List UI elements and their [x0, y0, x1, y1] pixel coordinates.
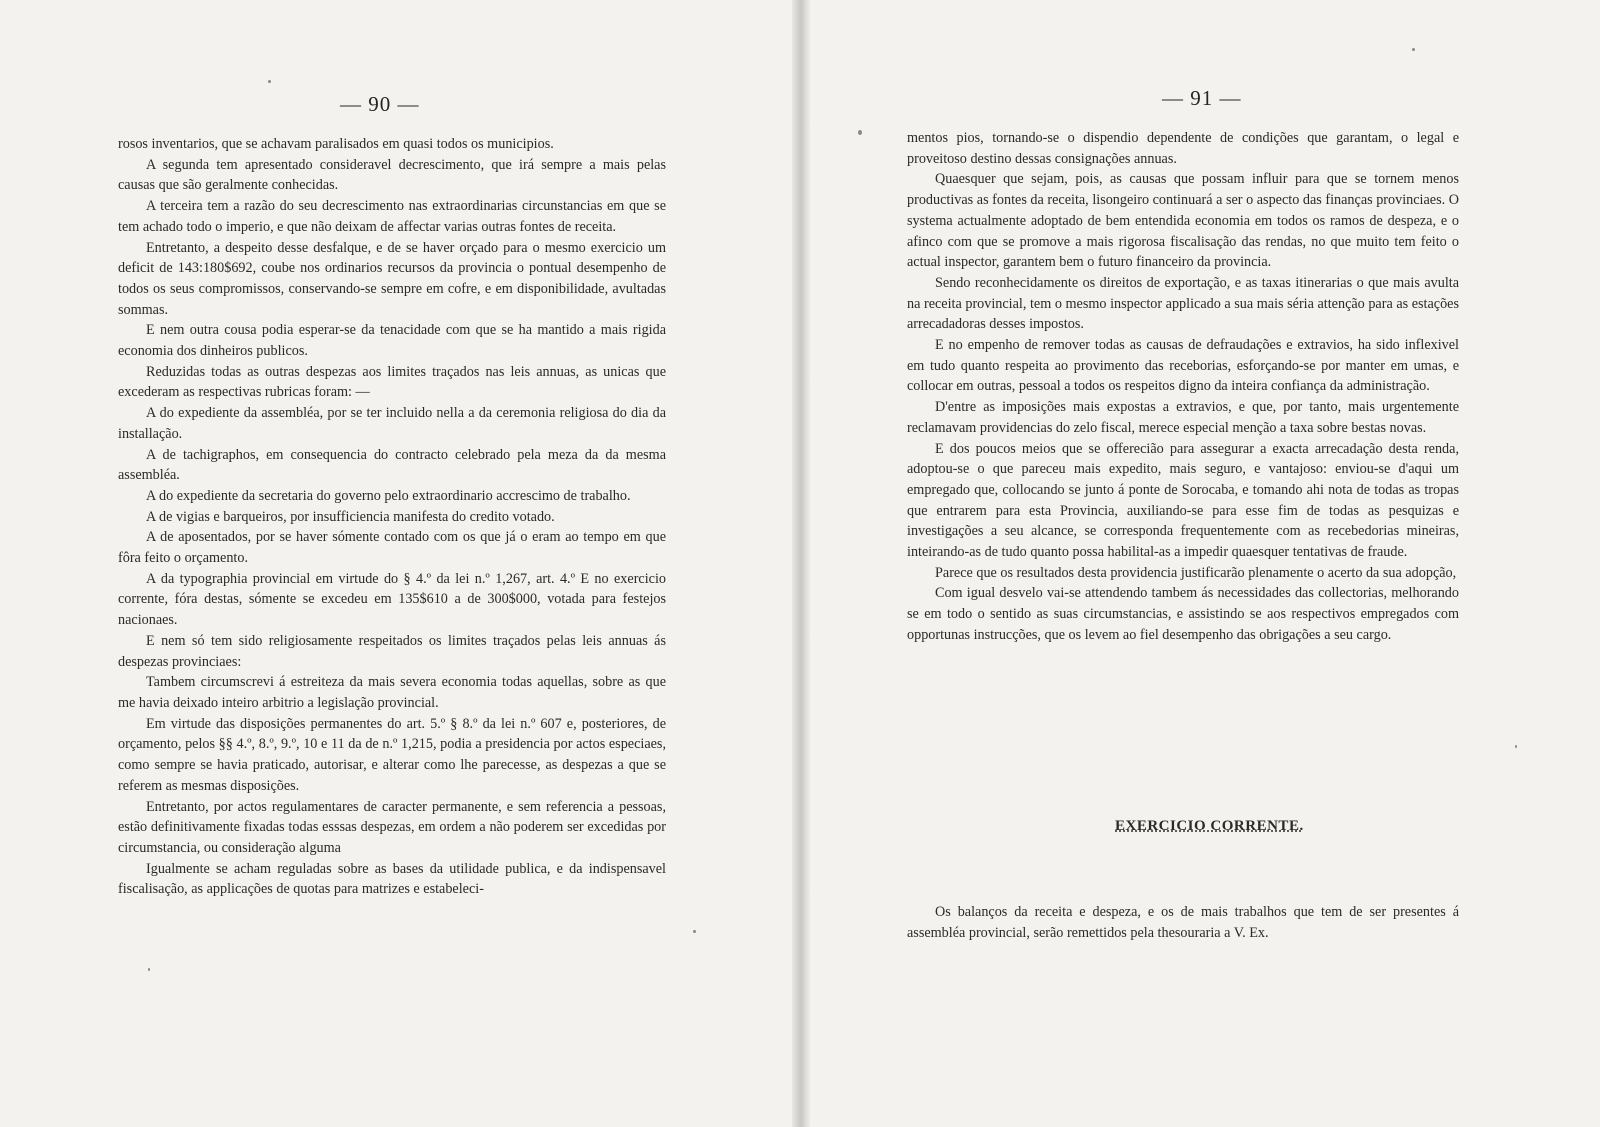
- section-title: EXERCICIO CORRENTE.: [1115, 818, 1304, 834]
- book-gutter: [792, 0, 810, 1127]
- paragraph: A de tachigraphos, em consequencia do contracto celebrado pela meza da da mesma assembléa.: [118, 446, 666, 484]
- paragraph: Igualmente se acham reguladas sobre as bases da utilidade publica, e da indispensavel fiscalisação, as applicações de quotas para matrizes e estabeleci-: [118, 860, 666, 898]
- body-text: [118, 134, 666, 900]
- paragraph: E no empenho de remover todas as causas de defraudações e extravios, ha sido inflexivel em tudo quanto respeita ao provimento das receborias, esforçando-se por manter em umas, e collocar em outras, pessoal a todos os respeitos digno da inteira confiança da administração.: [907, 337, 1459, 395]
- paragraph: Com igual desvelo vai-se attendendo tambem ás necessidades das collectorias, melhorando se em todo o sentido as suas circumstancias, e assistindo se aos respectivos empregados com opportunas instrucções, que os levem ao fiel desempenho das obrigações a seu cargo.: [907, 585, 1459, 643]
- paragraph: A terceira tem a razão do seu decrescimento nas extraordinarias circunstancias em que se tem achado todo o imperio, e que não deixam de affectar varias outras fontes de receita.: [118, 198, 666, 235]
- right-page: [810, 0, 1600, 1127]
- paragraph: Entretanto, a despeito desse desfalque, e de se haver orçado para o mesmo exercicio um deficit de 143:180$692, coube nos ordinarios recursos da provincia o pontual desempenho de todos os seus compromissos, conservando-se sempre em cofre, e em disponibilidade, avultadas sommas.: [118, 239, 666, 318]
- paragraph: Reduzidas todas as outras despezas aos limites traçados nas leis annuas, as unicas que excederam as respectivas rubricas foram: —: [118, 363, 666, 401]
- paragraph: D'entre as imposições mais expostas a extravios, e que, por tanto, mais urgentemente reclamavam providencias do zelo fiscal, merece especial menção a taxa sobre bestas novas.: [907, 399, 1459, 436]
- paragraph: E nem outra cousa podia esperar-se da tenacidade com que se ha mantido a mais rigida economia dos dinheiros publicos.: [118, 322, 666, 360]
- paragraph: A segunda tem apresentado consideravel decrescimento, que irá sempre a mais pelas causas que são geralmente conhecidas.: [118, 156, 666, 194]
- closing-text: [907, 902, 1459, 943]
- paper-speck: [268, 80, 271, 83]
- paragraph: Entretanto, por actos regulamentares de caracter permanente, e sem referencia a pessoas, estão definitivamente fixadas todas esssas despezas, em ordem a não poderem ser excedidas por circumstancia, ou consideração alguma: [118, 798, 666, 856]
- paragraph: Sendo reconhecidamente os direitos de exportação, e as taxas itinerarias o que mais avulta na receita provincial, tem o mesmo inspector applicado a sua mais séria attenção para as estações arrecadadoras desses impostos.: [907, 274, 1459, 333]
- paragraph: E dos poucos meios que se offerecião para assegurar a exacta arrecadação desta renda, adoptou-se o que pareceu mais expedito, mais seguro, e vantajoso: enviou-se d'aqui um empregado que, collocando se junto á ponte de Sorocaba, e tomando ahi nota de todas as tropas que entrarem para esta Provincia, auxiliando-se para esse fim de todas as pesquizas e investigações a seu alcance, se corresponda frequentemente com as recebedorias mineiras, inteirando-as de tudo quanto possa habilital-as a impedir quaesquer tentativas de fraude.: [907, 440, 1459, 561]
- paragraph: mentos pios, tornando-se o dispendio dependente de condições que garantam, o legal e proveitoso destino dessas consignações annuas.: [907, 130, 1459, 167]
- paragraph: A do expediente da assembléa, por se ter incluido nella a da ceremonia religiosa do dia da installação.: [118, 405, 666, 442]
- paragraph: A de vigias e barqueiros, por insufficiencia manifesta do credito votado.: [146, 508, 555, 525]
- paragraph: Parece que os resultados desta providencia justificarão plenamente o acerto da sua adopção,: [935, 564, 1457, 581]
- paragraph: A da typographia provincial em virtude do § 4.º da lei n.º 1,267, art. 4.º E no exercicio corrente, fóra destas, sómente se excedeu em 135$610 a de 300$000, votada para festejos nacionaes.: [118, 570, 666, 629]
- paragraph: A do expediente da secretaria do governo pelo extraordinario accrescimo de trabalho.: [146, 487, 631, 504]
- paragraph: Tambem circumscrevi á estreiteza da mais severa economia todas aquellas, sobre as que me havia deixado inteiro arbitrio a legislação provincial.: [118, 674, 666, 711]
- page-number: — 91 —: [1162, 86, 1242, 110]
- paragraph: E nem só tem sido religiosamente respeitados os limites traçados pelas leis annuas ás despezas provinciaes:: [118, 632, 666, 670]
- paper-speck: [858, 130, 862, 135]
- paragraph: A de aposentados, por se haver sómente contado com os que já o eram ao tempo em que fôra feito o orçamento.: [118, 529, 666, 567]
- page-number: — 90 —: [340, 92, 420, 116]
- paragraph: Os balanços da receita e despeza, e os de mais trabalhos que tem de ser presentes á assembléa provincial, serão remettidos pela thesouraria a V. Ex.: [907, 904, 1459, 941]
- paper-speck: [693, 930, 696, 933]
- left-page: [0, 0, 792, 1127]
- paper-speck: [1515, 745, 1517, 748]
- paragraph: rosos inventarios, que se achavam paralisados em quasi todos os municipios.: [118, 136, 554, 152]
- paragraph: Em virtude das disposições permanentes do art. 5.º § 8.º da lei n.º 607 e, posteriores, de orçamento, pelos §§ 4.º, 8.º, 9.º, 10 e 11 da de n.º 1,215, podia a presidencia por actos especiaes, como sempre se havia praticado, autorisar, e alterar como lhe parecesse, as despezas a que se referem as mesmas disposições.: [118, 715, 666, 794]
- paper-speck: [1412, 48, 1415, 51]
- body-text: [907, 128, 1459, 646]
- paper-speck: [148, 968, 150, 971]
- paragraph: Quaesquer que sejam, pois, as causas que possam influir para que se tornem menos productivas as fontes da receita, lisongeiro continuará a ser o aspecto das finanças provinciaes. O systema actualmente adoptado de bem entendida economia em todos os ramos de despeza, e o afinco com que se promove a mais rigorosa fiscalisação das rendas, no que muito tem feito o actual inspector, garantem bem o futuro financeiro da provincia.: [907, 171, 1459, 271]
